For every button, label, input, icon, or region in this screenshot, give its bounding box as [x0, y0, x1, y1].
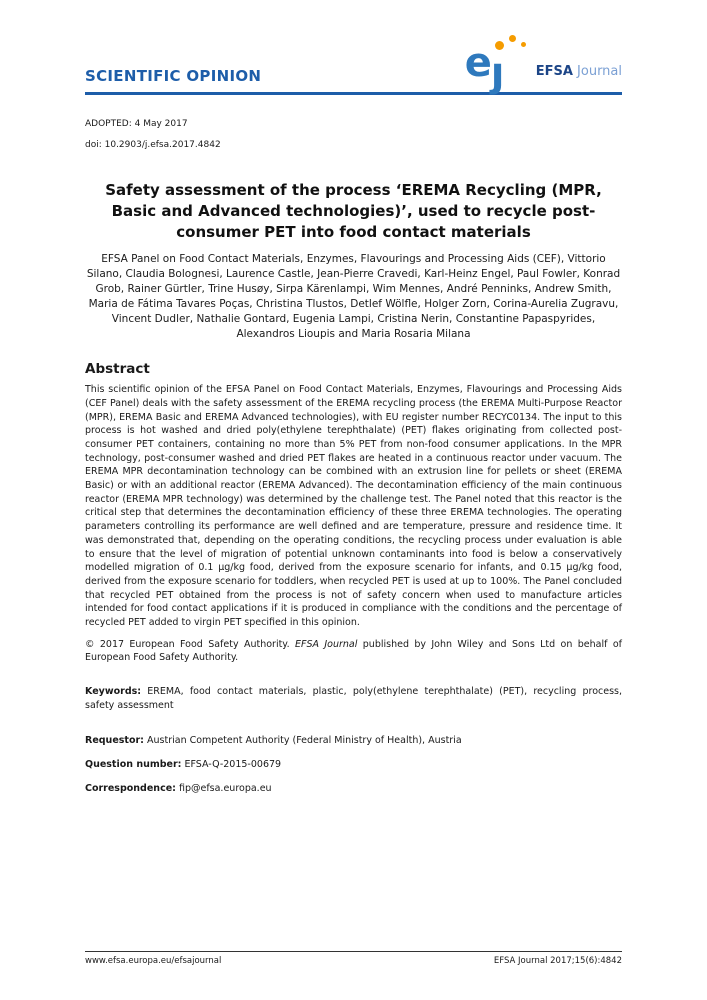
- article-title: Safety assessment of the process ‘EREMA Recycling (MPR, Basic and Advanced technologies)’, used to recycle post-consumer PET into food contact materials: [105, 181, 602, 241]
- page-header: [85, 35, 622, 95]
- efsa-ej-logo-icon: [464, 35, 529, 96]
- doi-line: doi: 10.2903/j.efsa.2017.4842: [85, 140, 221, 150]
- requestor-label: Requestor:: [85, 735, 144, 747]
- correspondence-line: [85, 782, 622, 796]
- question-number-label: Question number:: [85, 758, 182, 770]
- logo-brand-efsa: EFSA: [535, 64, 573, 79]
- logo-orange-dot-medium: [509, 35, 516, 42]
- copyright-notice: [85, 638, 622, 665]
- copyright-pre: © 2017 European Food Safety Authority.: [85, 638, 295, 650]
- adopted-date: ADOPTED: 4 May 2017: [85, 119, 188, 129]
- keywords-text: EREMA, food contact materials, plastic, poly(ethylene terephthalate) (PET), recycling process, safety assessment: [85, 685, 622, 711]
- logo-wordmark: [536, 64, 622, 85]
- copyright-journal-name: EFSA Journal: [294, 638, 358, 650]
- logo-letter-j: ȷ: [490, 50, 505, 96]
- requestor-text: Austrian Competent Authority (Federal Ministry of Health), Austria: [143, 735, 462, 747]
- logo-letter-e: e: [464, 40, 492, 86]
- correspondence-label: Correspondence:: [85, 782, 176, 794]
- efsa-journal-logo: [464, 35, 622, 96]
- logo-orange-dot-large: [495, 41, 504, 50]
- section-label: SCIENTIFIC OPINION: [85, 67, 262, 85]
- keywords-label: Keywords:: [85, 685, 142, 697]
- requestor-line: [85, 734, 622, 748]
- abstract-body: This scientific opinion of the EFSA Panel on Food Contact Materials, Enzymes, Flavourings and Processing Aids (CEF Panel) deals with the safety assessment of the EREMA recycling process (the EREMA Multi-Purpose Reactor (MPR), EREMA Basic and EREMA Advanced technologies), with EU register number RECYC0134. The input to this process is hot washed and dried poly(ethylene terephthalate) (PET) flakes originating from collected post-consumer PET containers, containing no more than 5% PET from non-food consumer applications. In the MPR technology, post-consumer washed and dried PET flakes are heated in a continuous reactor under vacuum. The EREMA MPR decontamination technology can be combined with an extrusion line for pellets or sheet (EREMA Basic) or with an additional reactor (EREMA Advanced). The decontamination efficiency of the main continuous reactor (EREMA MPR technology) was determined by the challenge test. The Panel noted that this reactor is the critical step that determines the decontamination efficiency of these three EREMA technologies. The operating parameters controlling its performance are well defined and are temperature, pressure and residence time. It was demonstrated that, depending on the operating conditions, the recycling process under evaluation is able to ensure that the level of migration of potential unknown contaminants into food is below a conservatively modelled migration of 0.1 μg/kg food, derived from the exposure scenario for infants, and 0.15 μg/kg food, derived from the exposure scenario for toddlers, when recycled PET is used at up to 100%. The Panel concluded that recycled PET obtained from the process is not of safety concern when used to manufacture articles intended for food contact applications if it is produced in compliance with the conditions and the percentage of recycled PET added to virgin PET specified in this opinion.: [85, 384, 622, 628]
- logo-brand-journal: Journal: [572, 64, 622, 79]
- copyright-post: published by John Wiley and Sons Ltd on behalf of European Food Safety Authority.: [85, 638, 622, 664]
- question-number-text: EFSA-Q-2015-00679: [181, 758, 282, 770]
- footer-journal-url: www.efsa.europa.eu/efsajournal: [85, 956, 222, 966]
- keywords-line: [85, 685, 622, 712]
- abstract-heading: Abstract: [85, 361, 150, 378]
- author-list: EFSA Panel on Food Contact Materials, Enzymes, Flavourings and Processing Aids (CEF), Vittorio Silano, Claudia Bolognesi, Laurence Castle, Jean-Pierre Cravedi, Karl-Heinz Engel, Paul Fowler, Konrad Grob, Rainer Gürtler, Trine Husøy, Sirpa Kärenlampi, Wim Mennes, André Penninks, Andrew Smith, Maria de Fátima Tavares Poças, Christina Tlustos, Detlef Wölfle, Holger Zorn, Corina-Aurelia Zugravu, Vincent Dudler, Nathalie Gontard, Eugenia Lampi, Cristina Nerin, Constantine Papaspyrides, Alexandros Lioupis and Maria Rosaria Milana: [86, 253, 621, 340]
- page-footer: [85, 951, 622, 966]
- footer-citation: EFSA Journal 2017;15(6):4842: [493, 956, 622, 966]
- question-number-line: [85, 758, 622, 772]
- logo-orange-dot-small: [521, 42, 526, 47]
- correspondence-email: fip@efsa.europa.eu: [175, 782, 272, 794]
